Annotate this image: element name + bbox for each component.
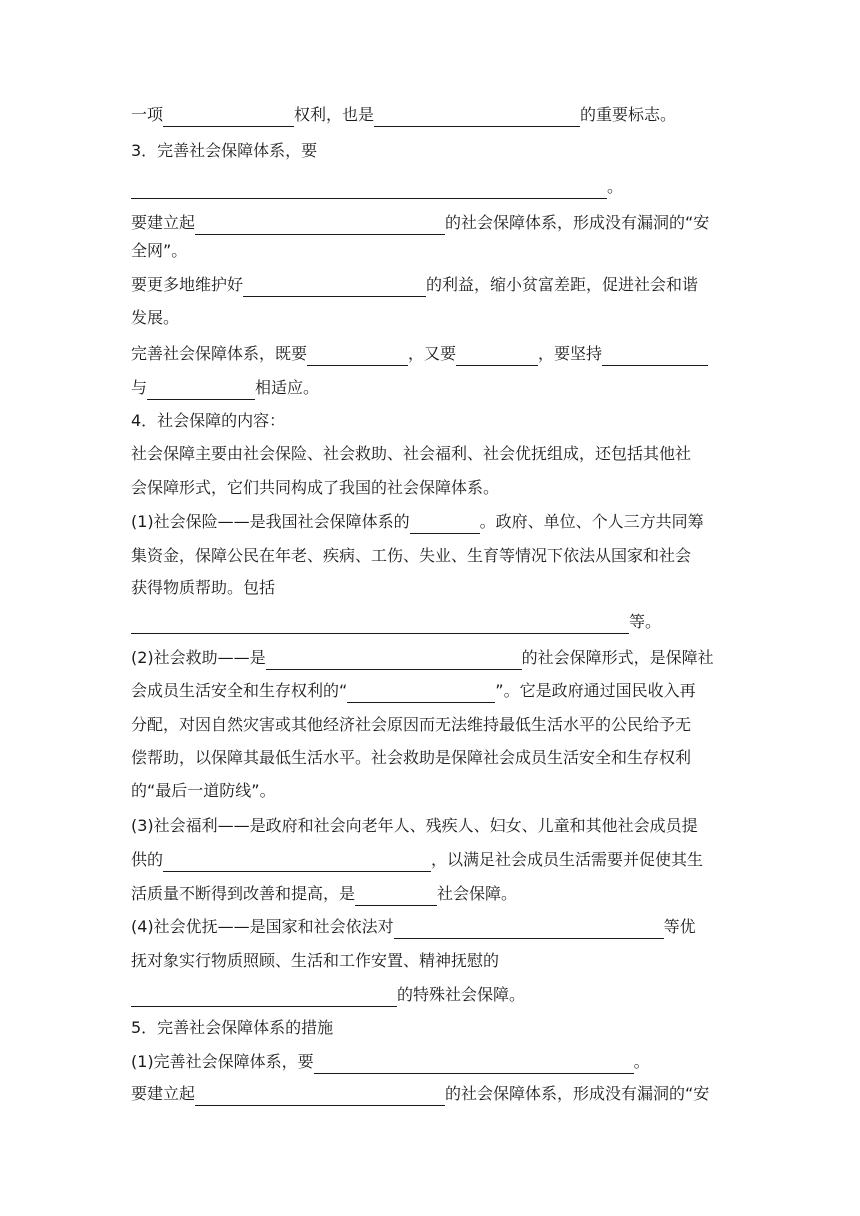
line-16 xyxy=(131,610,661,634)
line-30 xyxy=(131,1082,709,1106)
text: 与 xyxy=(131,378,148,397)
text: 会成员生活安全和生存权利的“ xyxy=(131,681,348,700)
text: 要建立起 xyxy=(131,213,196,232)
text: 活质量不断得到改善和提高，是 xyxy=(131,884,356,903)
fill-blank[interactable] xyxy=(314,1055,634,1074)
text: 全网”。 xyxy=(131,241,188,260)
fill-blank[interactable] xyxy=(347,684,495,703)
text: 的利益，缩小贫富差距，促进社会和谐 xyxy=(426,275,699,294)
line-13 xyxy=(131,510,704,534)
line-22 xyxy=(131,814,698,838)
fill-blank[interactable] xyxy=(131,180,607,199)
fill-blank[interactable] xyxy=(266,651,522,670)
text: ”。它是政府通过国民收入再 xyxy=(495,681,696,700)
text: 4．社会保障的内容： xyxy=(131,411,286,430)
text: 的“最后一道防线”。 xyxy=(131,781,276,800)
line-7 xyxy=(131,306,179,330)
text: 偿帮助，以保障其最低生活水平。社会救助是保障社会成员生活安全和生存权利 xyxy=(131,748,692,767)
fill-blank[interactable] xyxy=(147,381,255,400)
line-6 xyxy=(131,273,698,297)
line-9 xyxy=(131,376,319,400)
text: 分配，对因自然灾害或其他经济社会原因而无法维持最低生活水平的公民给予无 xyxy=(131,715,692,734)
fill-blank[interactable] xyxy=(163,853,431,872)
text: (3)社会福利——是政府和社会向老年人、残疾人、妇女、儿童和其他社会成员提 xyxy=(131,816,698,835)
text: 的特殊社会保障。 xyxy=(397,985,526,1004)
text: 要更多地维护好 xyxy=(131,275,244,294)
text: 一项 xyxy=(131,105,164,124)
text: ，要坚持 xyxy=(538,344,603,363)
line-15 xyxy=(131,576,275,600)
text: (1)完善社会保障体系，要 xyxy=(131,1052,314,1071)
fill-blank[interactable] xyxy=(602,347,708,366)
line-27 xyxy=(131,983,525,1007)
line-4 xyxy=(131,211,709,235)
fill-blank[interactable] xyxy=(195,1087,445,1106)
section-heading-4 xyxy=(131,409,285,433)
fill-blank[interactable] xyxy=(131,615,629,634)
text: 3．完善社会保障体系，要 xyxy=(131,141,318,160)
text: 社会保障。 xyxy=(437,884,518,903)
line-3 xyxy=(131,175,623,199)
text: 5．完善社会保障体系的措施 xyxy=(131,1018,334,1037)
text: 相适应。 xyxy=(255,378,320,397)
fill-blank[interactable] xyxy=(374,108,580,127)
line-20 xyxy=(131,746,691,770)
section-heading-3 xyxy=(131,139,317,163)
line-19 xyxy=(131,713,691,737)
line-5 xyxy=(131,239,187,263)
fill-blank[interactable] xyxy=(243,278,426,297)
line-29 xyxy=(131,1050,650,1074)
line-12 xyxy=(131,476,499,500)
text: 社会保障主要由社会保险、社会救助、社会福利、社会优抚组成，还包括其他社 xyxy=(131,444,692,463)
fill-blank[interactable] xyxy=(394,920,664,939)
text: 的重要标志。 xyxy=(580,105,677,124)
text: 权利，也是 xyxy=(294,105,375,124)
text: 要建立起 xyxy=(131,1084,196,1103)
fill-blank[interactable] xyxy=(410,515,480,534)
fill-blank[interactable] xyxy=(195,216,445,235)
line-1 xyxy=(131,103,676,127)
fill-blank[interactable] xyxy=(355,887,437,906)
text: (2)社会救助——是 xyxy=(131,648,266,667)
line-11 xyxy=(131,442,691,466)
text: ，又要 xyxy=(408,344,457,363)
line-26 xyxy=(131,949,499,973)
line-8 xyxy=(131,342,708,366)
text: 。政府、单位、个人三方共同筹 xyxy=(479,512,704,531)
fill-blank[interactable] xyxy=(131,988,397,1007)
text: ，以满足社会成员生活需要并促使其生 xyxy=(431,850,704,869)
text: (4)社会优抚——是国家和社会依法对 xyxy=(131,917,394,936)
text: 等。 xyxy=(629,612,662,631)
fill-blank[interactable] xyxy=(307,347,408,366)
text: 获得物质帮助。包括 xyxy=(131,578,276,597)
line-21 xyxy=(131,779,276,803)
text: 的社会保障体系，形成没有漏洞的“安 xyxy=(445,1084,710,1103)
line-18 xyxy=(131,679,696,703)
text: 的社会保障体系，形成没有漏洞的“安 xyxy=(445,213,710,232)
line-17 xyxy=(131,646,714,670)
text: 。 xyxy=(607,177,624,196)
fill-blank[interactable] xyxy=(456,347,538,366)
line-25 xyxy=(131,915,696,939)
text: 等优 xyxy=(663,917,696,936)
line-14 xyxy=(131,544,691,568)
text: 会保障形式，它们共同构成了我国的社会保障体系。 xyxy=(131,478,500,497)
line-23 xyxy=(131,848,703,872)
section-heading-5 xyxy=(131,1016,333,1040)
text: 的社会保障形式，是保障社 xyxy=(521,648,714,667)
text: 。 xyxy=(633,1052,650,1071)
text: (1)社会保险——是我国社会保障体系的 xyxy=(131,512,410,531)
line-24 xyxy=(131,882,517,906)
text: 集资金，保障公民在年老、疾病、工伤、失业、生育等情况下依法从国家和社会 xyxy=(131,546,692,565)
text: 发展。 xyxy=(131,308,180,327)
text: 完善社会保障体系，既要 xyxy=(131,344,308,363)
text: 供的 xyxy=(131,850,164,869)
text: 抚对象实行物质照顾、生活和工作安置、精神抚慰的 xyxy=(131,951,500,970)
fill-blank[interactable] xyxy=(163,108,294,127)
